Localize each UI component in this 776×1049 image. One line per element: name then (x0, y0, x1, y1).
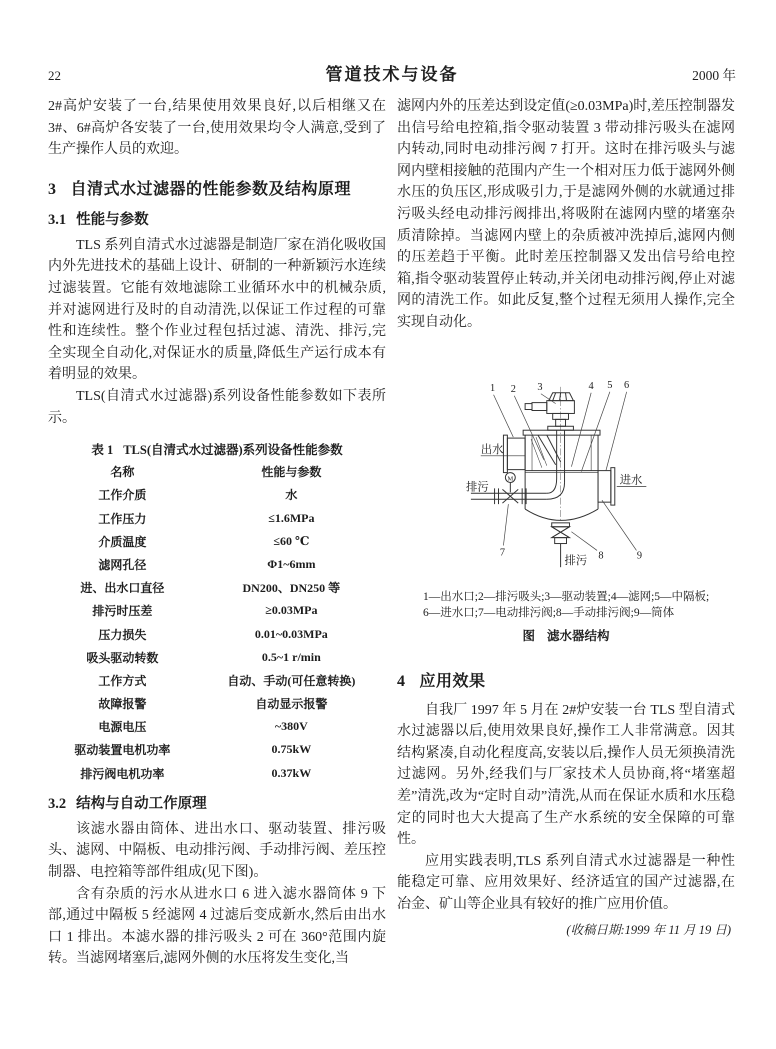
spec-name-cell: 吸头驱动转数 (86, 650, 159, 665)
section-4-title: 应用效果 (419, 672, 486, 690)
table-row (48, 646, 386, 669)
part-number-1: 1 (490, 382, 496, 394)
table-row (48, 483, 386, 506)
two-column-body (48, 96, 735, 970)
spec-name-cell: 排污时压差 (92, 604, 153, 619)
section-4-heading (397, 668, 735, 691)
spec-name-cell: 电源电压 (98, 720, 147, 735)
paragraph-conclusion: 应用实践表明,TLS 系列自清式水过滤器是一种性能稳定可靠、应用效果好、经济适宜的国产过滤器,在冶金、矿山等企业具有较好的推广应用价值。 (397, 853, 735, 912)
spec-name-cell: 工作压力 (98, 511, 147, 526)
section-3-2-title: 结构与自动工作原理 (76, 795, 207, 812)
table-caption-text: TLS(自清式水过滤器)系列设备性能参数 (123, 443, 343, 458)
paragraph-table-lead: TLS(自清式水过滤器)系列设备性能参数如下表所示。 (48, 388, 386, 426)
section-3-1-title: 性能与参数 (76, 211, 149, 228)
spec-value-cell: ≤60 ℃ (273, 533, 310, 548)
table-row (48, 669, 386, 692)
spec-table-header-row (48, 460, 386, 483)
figure-caption (397, 589, 735, 622)
spec-value-cell: 水 (285, 488, 298, 503)
paragraph-flow: 含有杂质的污水从进水口 6 进入滤水器筒体 9 下部,通过中隔板 5 经滤网 4 过滤后变成新水,然后由出水口 1 排出。本滤水器的排污吸头 2 可在 360°范围内旋转。当滤网堵塞后,滤网外侧的水压将发生变化,当 (48, 886, 386, 967)
section-3-2-heading (48, 792, 386, 813)
spec-name-cell: 介质温度 (98, 534, 147, 549)
part-number-9: 9 (636, 549, 643, 561)
spec-value-cell: ~380V (274, 719, 308, 734)
table-caption-label: 表 1 (91, 443, 114, 458)
part-number-5: 5 (607, 379, 613, 391)
spec-value-cell: DN200、DN250 等 (242, 581, 341, 596)
journal-title: 管道技术与设备 (325, 65, 459, 84)
table-row (48, 553, 386, 576)
part-number-6: 6 (624, 379, 630, 391)
table-row (48, 599, 386, 622)
spec-col-name: 名称 (110, 465, 135, 480)
spec-name-cell: 工作方式 (98, 673, 147, 688)
table-row (48, 692, 386, 715)
filter-structure-drawing (397, 374, 737, 583)
spec-name-cell: 工作介质 (98, 488, 147, 503)
flow-labels (466, 441, 642, 566)
drain-bottom-label: 排污 (564, 554, 588, 567)
spec-value-cell: Φ1~6mm (267, 556, 316, 571)
figure-title-label: 图 (522, 628, 535, 643)
figure-title (397, 626, 735, 644)
year-label: 2000 年 (692, 68, 736, 83)
table-row (48, 507, 386, 530)
spec-value-cell: 0.5~1 r/min (261, 649, 321, 664)
section-3-2-number: 3.2 (48, 795, 67, 812)
spec-value-cell: ≤1.6MPa (268, 510, 315, 525)
paragraph-tls-intro: TLS 系列自清式水过滤器是制造厂家在消化吸收国内外先进技术的基础上设计、研制的一种新颖污水连续过滤装置。它能有效地滤除工业循环水中的机械杂质,并对滤网进行及时的自动清洗,以保证工作过程的可靠性和连续性。整个作业过程包括过滤、清洗、排污,完全实现全自动化,对保证水的质量,降低生产运行成本有着明显的效果。 (48, 237, 386, 383)
spec-name-cell: 排污阀电机功率 (80, 766, 165, 781)
spec-name-cell: 驱动装置电机功率 (74, 743, 171, 758)
spec-value-cell: 0.75kW (271, 742, 312, 757)
section-3-number: 3 (48, 180, 57, 198)
spec-col-value: 性能与参数 (261, 465, 322, 480)
table-row (48, 715, 386, 738)
paragraph-application: 自我厂 1997 年 5 月在 2#炉安装一台 TLS 型自清式水过滤器以后,使用效果良好,操作工人非常满意。因其结构紧凑,自动化程度高,安装以后,操作人员无须换清洗过滤网。另外,经我们与厂家技术人员协商,将“堵塞超差”清洗,改为“定时自动”清洗,从而在保证水质和水压稳定的同时也大大提高了生产水系统的安全保障的可靠性。 (397, 702, 735, 848)
section-3-title: 自清式水过滤器的性能参数及结构原理 (70, 180, 352, 198)
motor-symbol-label: M (507, 475, 514, 483)
section-3-1-number: 3.1 (48, 211, 67, 228)
part-number-2: 2 (510, 383, 516, 395)
figure-title-text: 滤水器结构 (547, 628, 610, 643)
paragraph-continuation-left: 2#高炉安装了一台,结果使用效果良好,以后相继又在 3#、6#高炉各安装了一台,使用效果均令人满意,受到了生产操作人员的欢迎。 (48, 99, 386, 158)
paragraph-continuation-right: 滤网内外的压差达到设定值(≥0.03MPa)时,差压控制器发出信号给电控箱,指令驱动装置 3 带动排污吸头在滤网内转动,同时电动排污阀 7 打开。这时在排污吸头与滤网内壁相接触的范围内产生一个相对压力低于滤网外侧水压的负压区,形成吸引力,于是滤网外侧的水就通过排污吸头经电动排污阀排出,将吸附在滤网内壁的堵塞杂质清除掉。当滤网内壁上的杂质被冲洗掉后,滤网内侧的压差趋于平衡。此时差压控制器又发出信号给电控箱,指令驱动装置停止转动,并关闭电动排污阀,停止对滤网的清洗工作。如此反复,整个过程无须用人操作,完全实现自动化。 (397, 99, 735, 330)
section-3-heading (48, 176, 386, 199)
part-number-4: 4 (588, 380, 594, 392)
spec-name-cell: 故障报警 (98, 697, 147, 712)
page-number: 22 (48, 68, 61, 83)
paragraph-structure: 该滤水器由筒体、进出水口、驱动装置、排污吸头、滤网、中隔板、电动排污阀、手动排污阀、差压控制器、电控箱等部件组成(见下图)。 (48, 821, 386, 880)
drain-left-label: 排污 (465, 480, 489, 493)
spec-name-cell: 压力损失 (98, 627, 147, 642)
part-number-7: 7 (499, 546, 506, 558)
received-date: (收稿日期:1999 年 11 月 19 日) (566, 923, 731, 938)
spec-name-cell: 滤网孔径 (98, 557, 147, 572)
spec-table (48, 460, 386, 785)
figure-caption-line-1: 1—出水口;2—排污吸头;3—驱动装置;4—滤网;5—中隔板; (423, 590, 710, 603)
inlet-label: 进水 (619, 473, 643, 486)
spec-value-cell: 0.37kW (271, 765, 312, 780)
table-row (48, 530, 386, 553)
part-number-3: 3 (537, 381, 543, 393)
section-3-1-heading (48, 208, 386, 229)
table-row (48, 738, 386, 761)
section-4-number: 4 (397, 672, 406, 690)
table-caption (48, 440, 386, 458)
spec-name-cell: 进、出水口直径 (80, 581, 165, 596)
table-row (48, 762, 386, 785)
figure-block (397, 374, 735, 644)
spec-value-cell: 0.01~0.03MPa (254, 626, 328, 641)
outlet-label: 出水 (480, 443, 504, 456)
right-column (397, 96, 735, 970)
page-header (48, 60, 736, 85)
part-number-8: 8 (598, 549, 604, 561)
figure-caption-line-2: 6—进水口;7—电动排污阀;8—手动排污阀;9—筒体 (423, 607, 675, 620)
spec-value-cell: 自动、手动(可任意转换) (227, 673, 356, 688)
spec-table-body (48, 483, 386, 784)
left-column (48, 96, 386, 970)
table-row (48, 576, 386, 599)
spec-value-cell: 自动显示报警 (255, 697, 328, 712)
spec-value-cell: ≥0.03MPa (265, 603, 318, 618)
table-row (48, 622, 386, 645)
